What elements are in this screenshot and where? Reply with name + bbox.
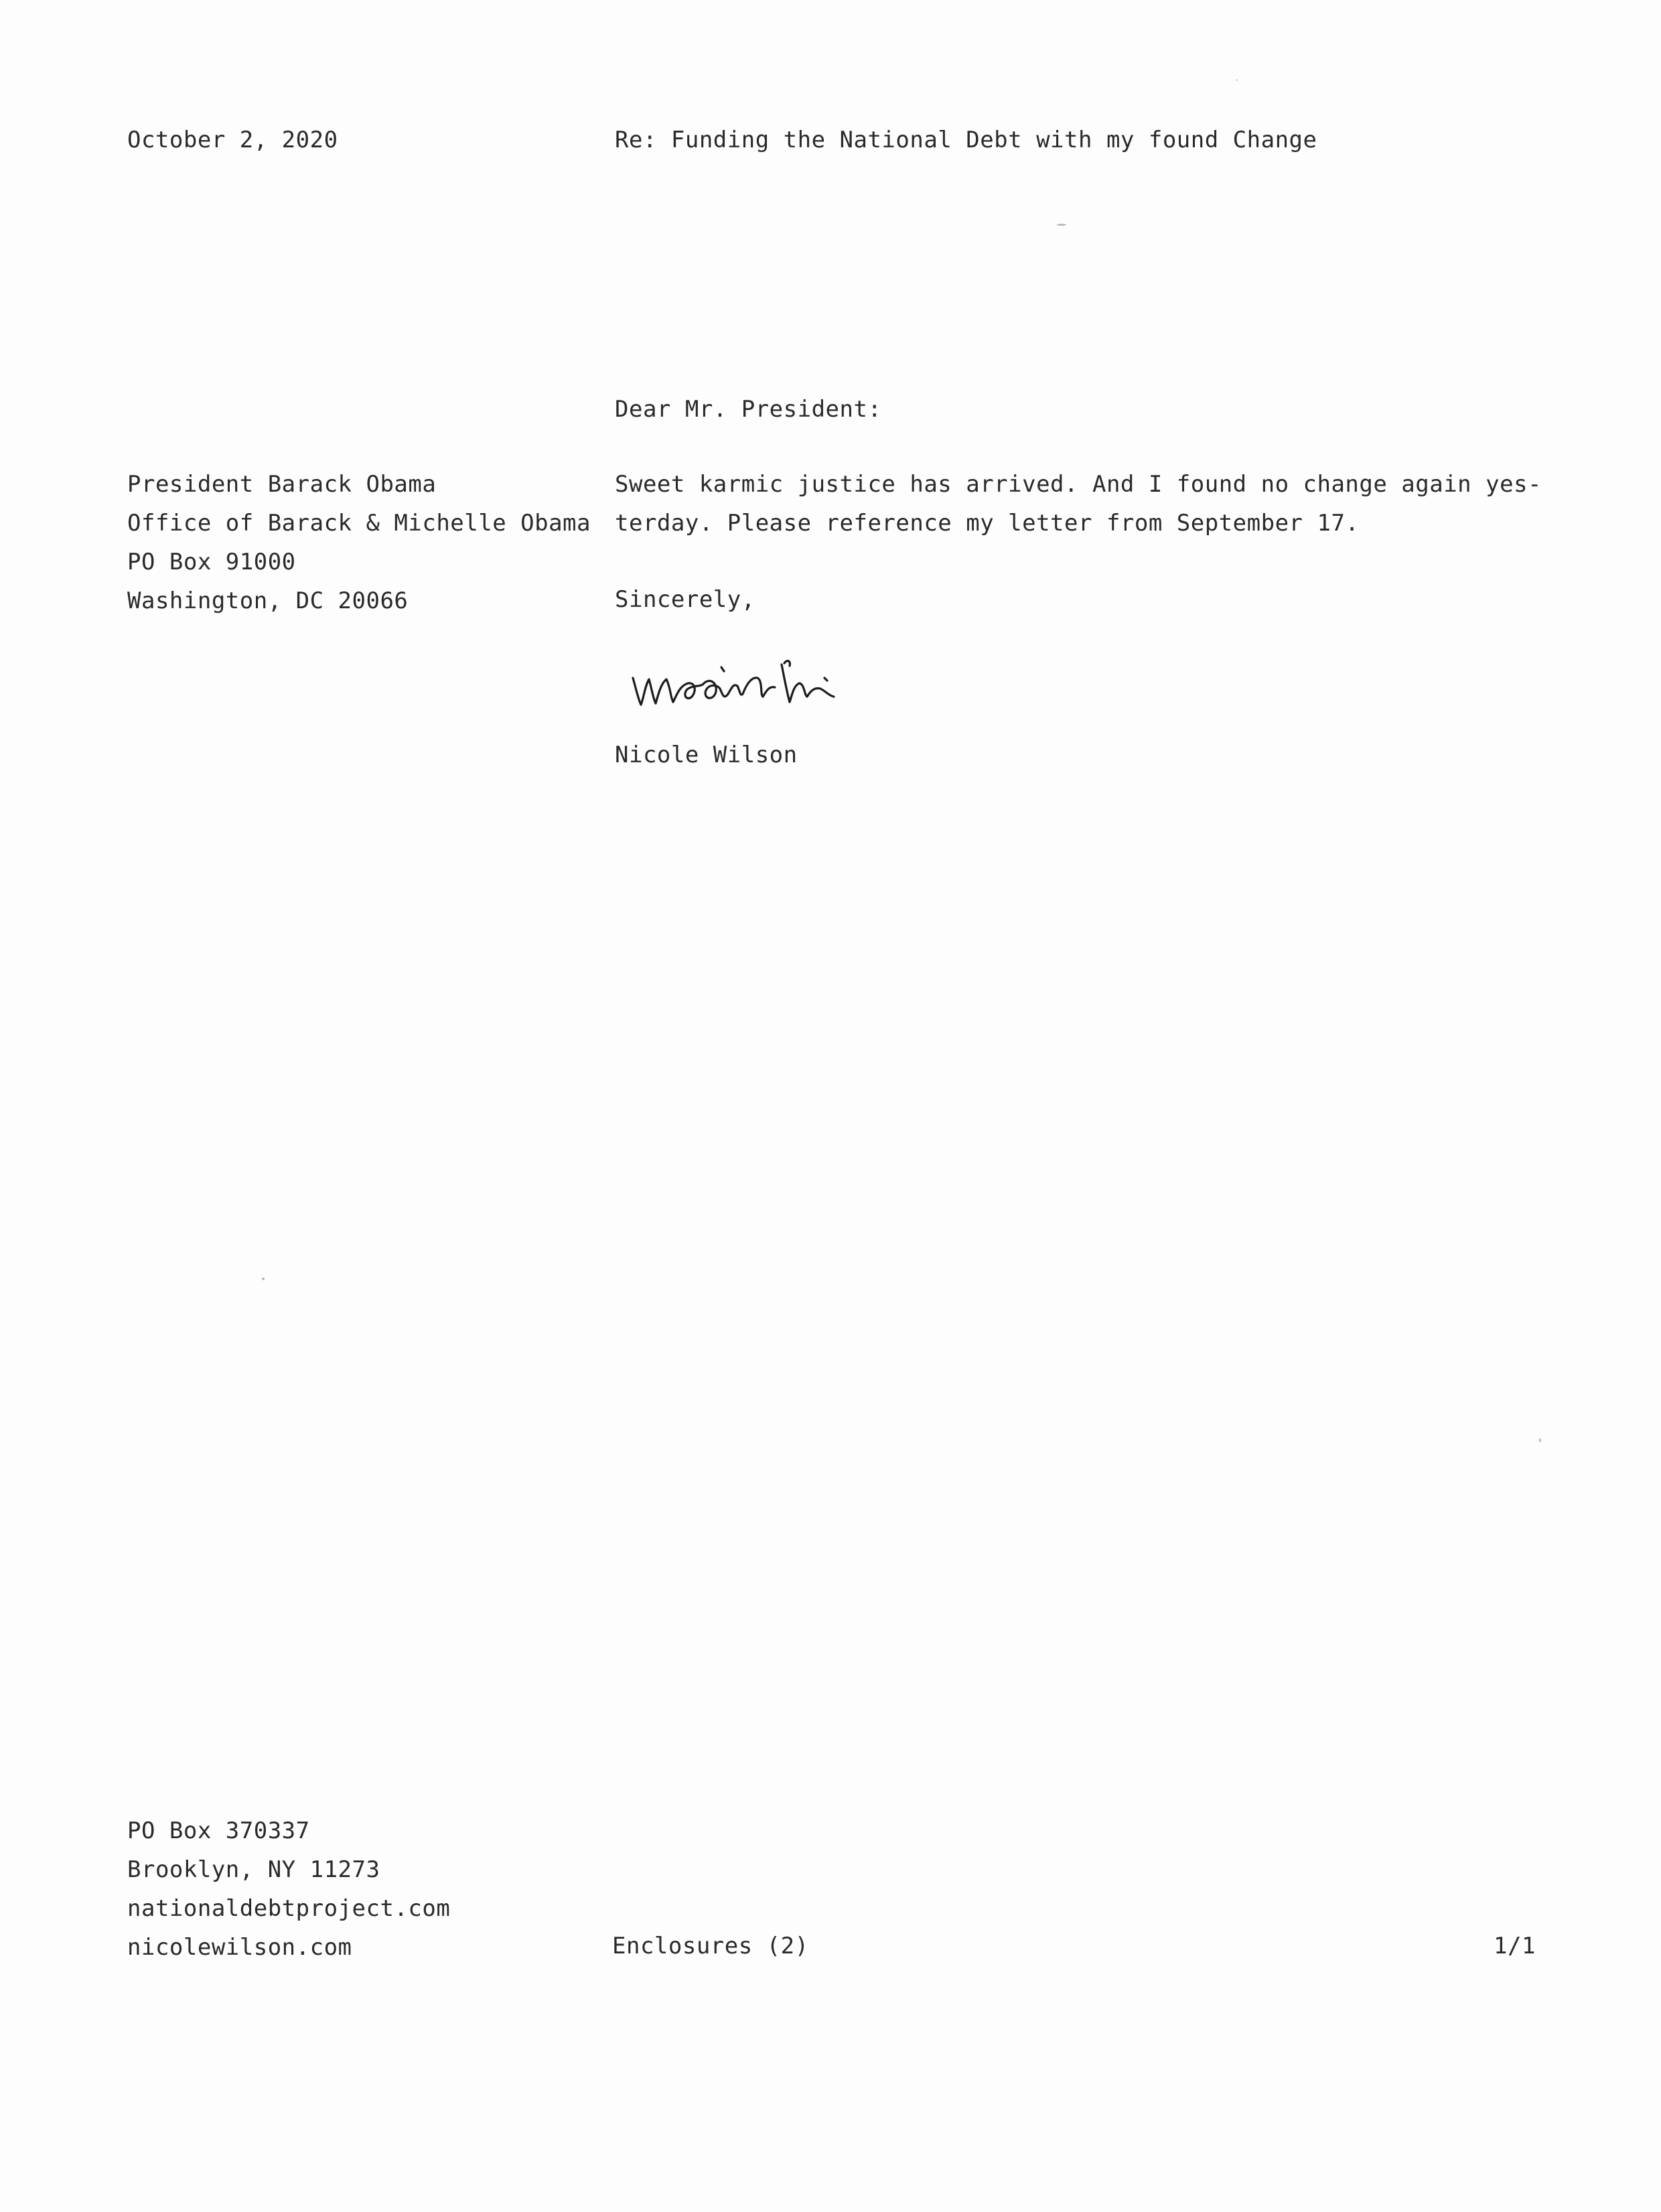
sender-po-box: PO Box 370337 [127,1817,310,1844]
recipient-name: President Barack Obama [127,471,437,498]
body-line: Sweet karmic justice has arrived. And I found no change again yes- [615,471,1542,498]
paper-speck [1057,224,1066,226]
paper-speck [1539,1438,1541,1442]
paper-speck [1236,79,1238,81]
salutation: Dear Mr. President: [615,396,882,423]
letter-date: October 2, 2020 [127,127,338,153]
sender-website-project: nationaldebtproject.com [127,1895,451,1922]
paper-speck [262,1277,265,1280]
recipient-address [127,465,591,620]
recipient-po-box: PO Box 91000 [127,549,296,575]
closing: Sincerely, [615,586,755,613]
letter-body [615,465,1542,543]
letter-subject: Re: Funding the National Debt with my found Change [615,127,1317,153]
sender-address [127,1811,450,1967]
sender-city: Brooklyn, NY 11273 [127,1856,380,1883]
handwritten-signature [626,630,948,717]
body-line: terday. Please reference my letter from September 17. [615,510,1360,537]
enclosures-note: Enclosures (2) [612,1933,809,1959]
signer-name: Nicole Wilson [615,742,798,768]
recipient-city: Washington, DC 20066 [127,587,409,614]
recipient-office: Office of Barack & Michelle Obama [127,510,591,537]
page-number: 1/1 [1494,1933,1536,1959]
sender-website-personal: nicolewilson.com [127,1934,352,1961]
